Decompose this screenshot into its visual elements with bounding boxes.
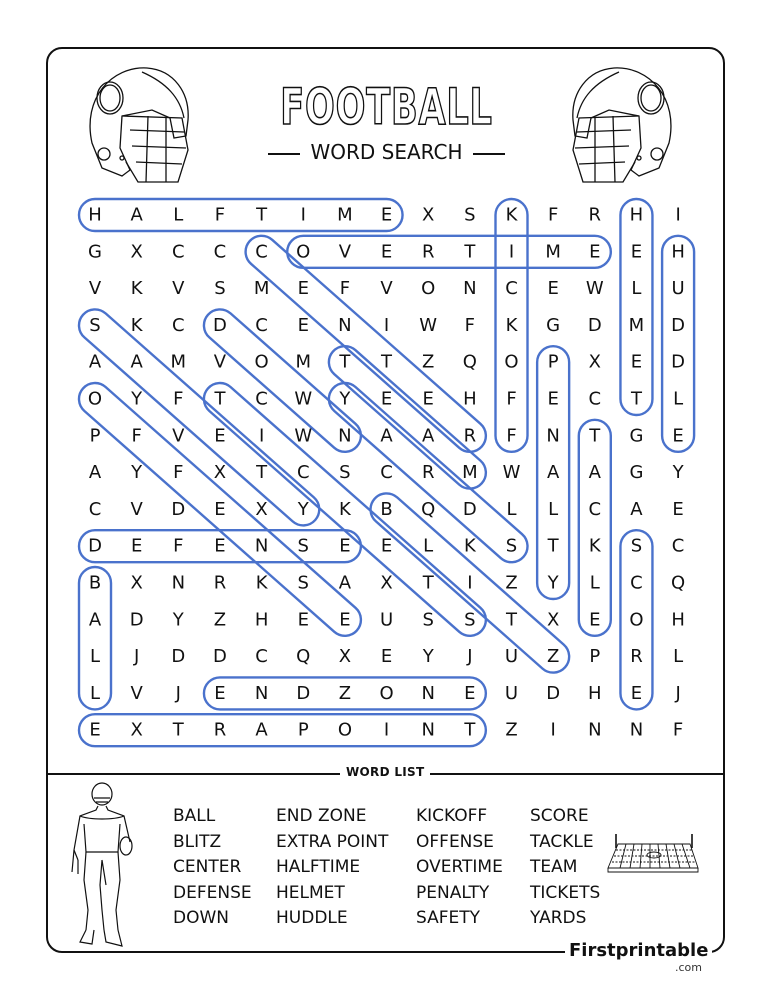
grid-cell[interactable]: T [256,462,268,484]
grid-cell[interactable]: M [170,351,187,373]
grid-cell[interactable]: A [588,462,601,484]
grid-cell[interactable]: F [173,462,184,484]
grid-cell[interactable]: G [629,425,644,447]
grid-cell[interactable]: Y [131,388,143,410]
football-field-icon [604,830,700,880]
grid-cell[interactable]: A [88,351,102,373]
found-word-highlight-overtime [287,236,611,268]
grid-cell[interactable]: R [421,241,435,263]
grid-cell[interactable]: R [630,646,643,668]
found-word-highlight-helmet [620,199,652,415]
grid-cell[interactable]: Z [338,682,352,704]
grid-cell[interactable]: M [253,278,270,300]
grid-cell[interactable]: P [297,719,309,741]
grid-cell[interactable]: N [254,682,269,704]
grid-cell[interactable]: S [464,609,476,631]
grid-cell[interactable]: N [588,719,602,741]
grid-cell[interactable]: E [630,351,643,373]
word-extra-point: EXTRA POINT [276,831,389,852]
grid-cell[interactable]: S [505,535,518,557]
grid-cell[interactable]: D [88,535,102,557]
grid-cell[interactable]: H [463,388,477,410]
grid-cell[interactable]: A [88,462,102,484]
grid-cell[interactable]: C [88,498,102,520]
grid-cell[interactable]: D [462,498,477,520]
word-halftime: HALFTIME [276,857,361,877]
grid-cell[interactable]: E [630,682,643,704]
grid-cell[interactable]: D [296,682,311,704]
grid-cell[interactable]: E [214,425,226,447]
grid-cell[interactable]: E [130,535,143,557]
grid-cell[interactable]: X [588,351,601,373]
grid-cell[interactable]: Q [462,351,477,373]
grid-cell[interactable]: E [630,241,643,263]
grid-cell[interactable]: L [506,498,517,520]
grid-cell[interactable]: S [339,462,351,484]
grid-cell[interactable]: X [213,462,227,484]
grid-cell[interactable]: O [421,278,436,300]
grid-cell[interactable]: C [255,388,268,410]
grid-cell[interactable]: H [254,609,269,631]
grid-cell[interactable]: R [463,425,477,447]
grid-cell[interactable]: N [421,719,435,741]
grid-cell[interactable]: P [589,646,601,668]
grid-cell[interactable]: X [130,572,143,594]
grid-cell[interactable]: V [130,498,143,520]
grid-cell[interactable]: T [589,425,601,447]
word-list-column-4 [530,804,600,932]
grid-cell[interactable]: E [422,388,434,410]
grid-cell[interactable]: J [175,682,181,704]
grid-letters [88,205,685,741]
grid-cell[interactable]: E [672,498,684,520]
grid-cell[interactable]: W [419,314,438,336]
grid-cell[interactable]: E [380,388,393,410]
grid-cell[interactable]: O [296,241,311,263]
grid-cell[interactable]: X [130,241,143,263]
grid-cell[interactable]: H [629,204,644,226]
grid-cell[interactable]: E [672,425,684,447]
grid-cell[interactable]: S [297,535,309,557]
subtitle-text: WORD SEARCH [310,140,463,164]
grid-cell[interactable]: A [546,462,560,484]
grid-cell[interactable]: E [89,719,101,741]
grid-cell[interactable]: M [337,204,353,226]
grid-cell[interactable]: U [504,682,519,704]
grid-cell[interactable]: F [672,719,684,741]
grid-cell[interactable]: T [214,388,226,410]
grid-cell[interactable]: C [505,278,518,300]
grid-cell[interactable]: X [255,498,268,520]
word-defense: DEFENSE [173,882,252,903]
grid-cell[interactable]: O [254,351,269,373]
word-list-column-2 [276,804,388,932]
grid-cell[interactable]: T [381,351,393,373]
grid-cell[interactable]: A [630,498,643,520]
grid-cell[interactable]: V [88,278,102,300]
word-safety: SAFETY [416,908,481,928]
grid-cell[interactable]: M [628,314,645,336]
grid-cell[interactable]: K [255,572,268,594]
grid-cell[interactable]: T [464,241,476,263]
grid-cell[interactable]: D [671,314,686,336]
word-list-label: WORD LIST [340,765,430,779]
grid-cell[interactable]: J [133,646,140,668]
grid-cell[interactable]: T [422,572,434,594]
grid-cell[interactable]: C [213,241,227,263]
grid-cell[interactable]: X [130,719,143,741]
grid-cell[interactable]: I [467,572,473,594]
grid-cell[interactable]: C [172,241,185,263]
grid-cell[interactable]: S [214,278,226,300]
grid-cell[interactable]: Y [297,498,309,520]
grid-cell[interactable]: Q [671,572,686,594]
grid-cell[interactable]: G [546,314,561,336]
grid-cell[interactable]: Y [672,462,684,484]
grid-cell[interactable]: O [504,351,519,373]
grid-cell[interactable]: O [337,719,352,741]
grid-cell[interactable]: Y [547,572,559,594]
grid-cell[interactable]: Z [505,719,518,741]
grid-cell[interactable]: D [129,609,144,631]
grid-cell[interactable]: M [462,462,478,484]
grid-cell[interactable]: I [258,425,265,447]
football-player-icon [66,780,138,952]
grid-cell[interactable]: E [380,646,393,668]
grid-cell[interactable]: E [464,682,476,704]
grid-cell[interactable]: I [550,719,556,741]
grid-cell[interactable]: X [380,572,393,594]
word-tickets: TICKETS [530,882,601,903]
found-word-highlight-center [239,229,492,458]
grid-cell[interactable]: K [588,535,601,557]
grid-cell[interactable]: F [131,425,142,447]
grid-cell[interactable]: E [297,314,309,336]
grid-cell[interactable]: X [546,609,560,631]
grid-cell[interactable]: N [463,278,477,300]
grid-cell[interactable]: F [506,425,517,447]
grid-cell[interactable]: D [213,646,227,668]
grid-cell[interactable]: J [675,682,681,704]
grid-cell[interactable]: F [173,388,184,410]
grid-cell[interactable]: A [130,204,143,226]
word-yards: YARDS [530,908,587,928]
grid-cell[interactable]: I [383,719,390,741]
word-end-zone: END ZONE [276,806,367,826]
grid-cell[interactable]: A [88,609,102,631]
grid-cell[interactable]: C [588,498,602,520]
grid-cell[interactable]: E [547,278,559,300]
grid-cell[interactable]: E [589,609,601,631]
grid-cell[interactable]: N [421,682,435,704]
grid-cell[interactable]: S [422,609,434,631]
grid-cell[interactable]: E [214,682,226,704]
grid-cell[interactable]: E [589,241,601,263]
grid-cell[interactable]: K [130,314,143,336]
grid-cell[interactable]: R [421,462,435,484]
grid-cell[interactable]: A [422,425,435,447]
grid-cell[interactable]: D [671,351,686,373]
grid-cell[interactable]: N [338,425,352,447]
grid-cell[interactable]: T [256,204,268,226]
grid-cell[interactable]: O [379,682,394,704]
word-huddle: HUDDLE [276,908,348,928]
grid-cell[interactable]: U [504,646,519,668]
grid-cell[interactable]: B [88,572,102,594]
grid-cell[interactable]: X [338,646,352,668]
grid-cell[interactable]: X [422,204,435,226]
grid-cell[interactable]: V [213,351,227,373]
grid-cell[interactable]: L [673,388,684,410]
grid-cell[interactable]: A [380,425,393,447]
word-blitz: BLITZ [173,831,222,852]
grid-cell[interactable]: E [214,535,226,557]
grid-cell[interactable]: S [630,535,643,557]
found-word-highlight-safety [72,303,325,532]
grid-cell[interactable]: U [671,278,685,300]
grid-cell[interactable]: T [506,609,517,631]
grid-cell[interactable]: F [173,535,184,557]
grid-cell[interactable]: D [213,314,227,336]
grid-cell[interactable]: A [130,351,143,373]
grid-cell[interactable]: K [463,535,476,557]
grid-cell[interactable]: K [505,314,518,336]
found-word-highlight-tackle [579,420,611,636]
grid-cell[interactable]: Z [422,351,435,373]
word-list-column-3 [416,804,503,932]
grid-cell[interactable]: E [380,241,393,263]
grid-cell[interactable]: W [585,278,604,300]
word-ball: BALL [173,806,216,826]
grid-cell[interactable]: V [380,278,393,300]
grid-cell[interactable]: D [587,314,602,336]
grid-cell[interactable]: M [545,241,561,263]
grid-cell[interactable]: K [505,204,518,226]
grid-cell[interactable]: I [508,241,515,263]
grid-cell[interactable]: L [673,646,684,668]
grid-cell[interactable]: Y [131,462,143,484]
word-helmet: HELMET [276,882,345,903]
grid-cell[interactable]: P [547,351,559,373]
grid-cell[interactable]: F [214,204,226,226]
grid-cell[interactable]: B [380,498,393,520]
grid-cell[interactable]: K [130,278,143,300]
grid-cell[interactable]: E [297,278,309,300]
grid-cell[interactable]: T [464,719,476,741]
grid-cell[interactable]: E [547,388,559,410]
brand-domain: .com [675,961,702,974]
word-list-column-1 [173,804,252,932]
grid-cell[interactable]: F [339,278,351,300]
grid-cell[interactable]: O [629,609,644,631]
grid-cell[interactable]: Y [422,646,434,668]
grid-cell[interactable]: Q [296,646,311,668]
grid-cell[interactable]: E [380,204,393,226]
found-word-highlight-halftime [79,199,403,231]
grid-cell[interactable]: G [629,462,644,484]
found-word-highlight-huddle [662,236,694,452]
grid-cell[interactable]: A [255,719,268,741]
grid-cell[interactable]: D [171,498,186,520]
grid-cell[interactable]: L [173,204,184,226]
grid-cell[interactable]: E [214,498,226,520]
grid-cell[interactable]: N [546,425,560,447]
grid-cell[interactable]: V [172,425,185,447]
page-title: FOOTBALL [280,78,493,136]
grid-cell[interactable]: E [339,535,351,557]
grid-cell[interactable]: Z [546,646,560,668]
grid-cell[interactable]: L [89,682,101,704]
grid-cell[interactable]: N [338,314,352,336]
grid-cell[interactable]: L [548,498,559,520]
grid-cell[interactable]: E [339,609,351,631]
word-penalty: PENALTY [416,882,490,903]
grid-cell[interactable]: T [547,535,559,557]
grid-cell[interactable]: N [171,572,186,594]
grid-cell[interactable]: T [172,719,184,741]
grid-cell[interactable]: C [255,646,268,668]
grid-cell[interactable]: C [588,388,602,410]
grid-cell[interactable]: K [338,498,351,520]
grid-cell[interactable]: N [629,719,644,741]
grid-cell[interactable]: W [502,462,521,484]
grid-cell[interactable]: W [294,388,313,410]
grid-cell[interactable]: C [296,462,310,484]
grid-cell[interactable]: D [546,682,561,704]
grid-cell[interactable]: V [172,278,185,300]
word-team: TEAM [530,857,578,877]
grid-cell[interactable]: S [464,204,476,226]
grid-cell[interactable]: F [464,314,476,336]
grid-cell[interactable]: L [631,278,642,300]
word-offense: OFFENSE [416,831,494,852]
grid-cell[interactable]: N [254,535,269,557]
grid-cell[interactable]: T [339,351,351,373]
grid-cell[interactable]: V [338,241,352,263]
grid-cell[interactable]: H [588,682,602,704]
grid-cell[interactable]: C [172,314,185,336]
grid-cell[interactable]: I [300,204,306,226]
grid-cell[interactable]: C [255,241,268,263]
grid-cell[interactable]: U [379,609,394,631]
word-tackle: TACKLE [530,831,594,852]
grid-cell[interactable]: Y [339,388,351,410]
grid-cell[interactable]: T [630,388,642,410]
grid-cell[interactable]: H [671,241,685,263]
grid-cell[interactable]: H [671,609,685,631]
grid-cell[interactable]: D [171,646,186,668]
grid-cell[interactable]: Q [421,498,436,520]
grid-cell[interactable]: E [380,535,393,557]
grid-cell[interactable]: Z [505,572,518,594]
grid-cell[interactable]: S [89,314,101,336]
brand-logo: Firstprintable [565,940,712,961]
grid-cell[interactable]: J [467,646,473,668]
grid-cell[interactable]: C [630,572,643,594]
grid-cell[interactable]: R [213,719,227,741]
grid-cell[interactable]: C [671,535,685,557]
grid-cell[interactable]: P [89,425,101,447]
word-score: SCORE [530,806,589,826]
grid-cell[interactable]: R [588,204,602,226]
grid-cell[interactable]: L [589,572,600,594]
grid-cell[interactable]: A [338,572,352,594]
grid-cell[interactable]: R [213,572,227,594]
grid-cell[interactable]: O [87,388,103,410]
grid-cell[interactable]: L [423,535,434,557]
grid-cell[interactable]: C [255,314,268,336]
word-down: DOWN [173,908,229,928]
grid-cell[interactable]: E [297,609,309,631]
word-overtime: OVERTIME [416,857,503,877]
grid-cell[interactable]: C [380,462,393,484]
grid-cell[interactable]: M [295,351,312,373]
grid-cell[interactable]: F [506,388,517,410]
grid-cell[interactable]: H [88,204,102,226]
grid-cell[interactable]: S [297,572,309,594]
word-kickoff: KICKOFF [416,806,488,826]
word-center: CENTER [173,857,242,877]
grid-cell[interactable]: G [88,241,102,263]
grid-cell[interactable]: Z [213,609,227,631]
grid-cell[interactable]: I [675,204,681,226]
grid-cell[interactable]: I [383,314,390,336]
grid-cell[interactable]: V [130,682,143,704]
grid-cell[interactable]: W [294,425,313,447]
grid-cell[interactable]: Y [172,609,184,631]
grid-cell[interactable]: L [89,646,101,668]
grid-cell[interactable]: F [547,204,559,226]
